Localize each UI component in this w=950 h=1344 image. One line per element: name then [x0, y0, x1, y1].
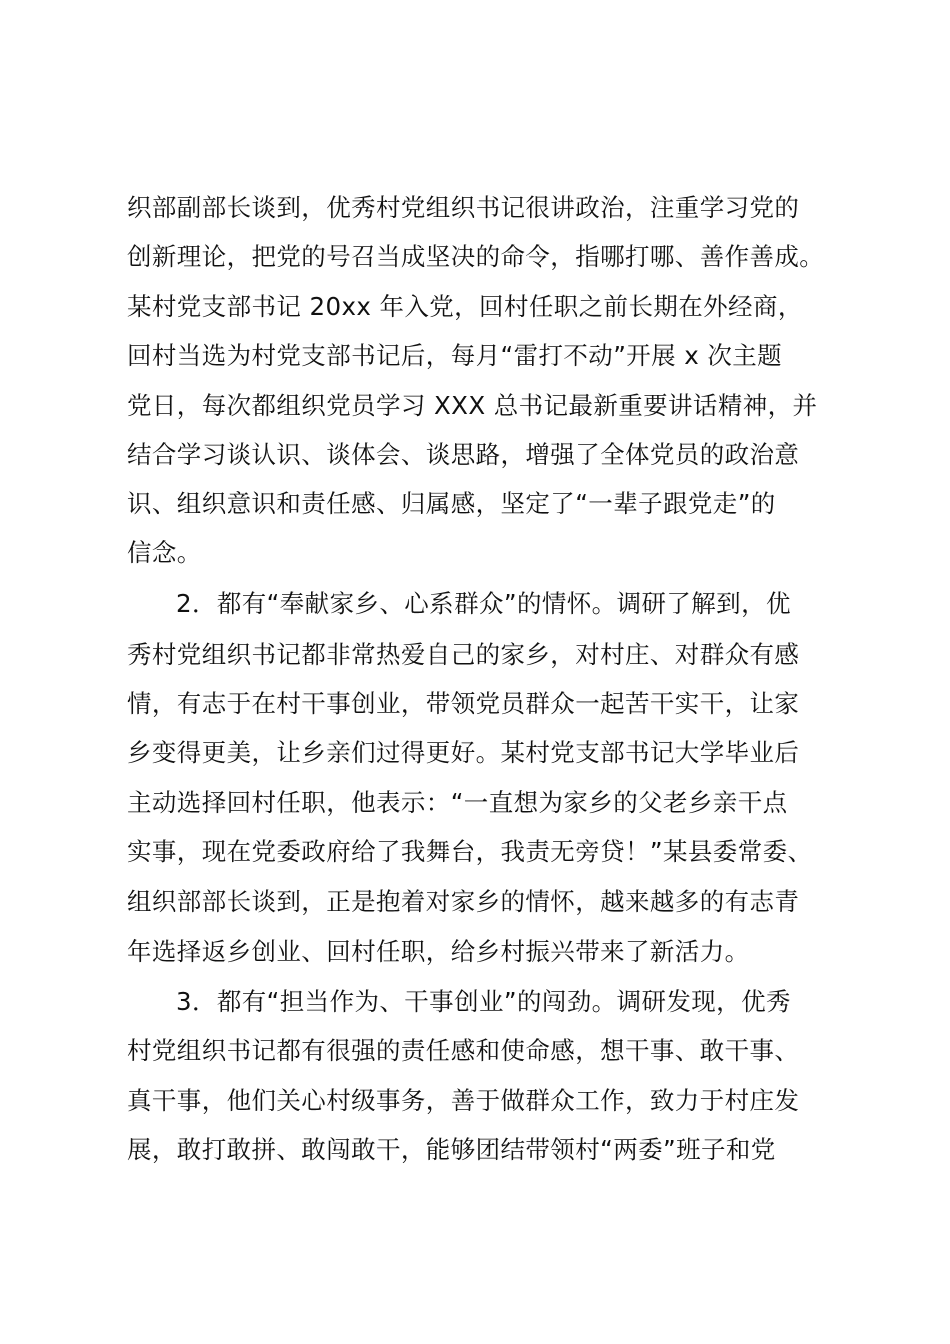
body-text-line: 识、组织意识和责任感、归属感，坚定了“一辈子跟党走”的	[127, 489, 776, 518]
paragraph-2-first-line: 2．都有“奉献家乡、心系群众”的情怀。调研了解到，优	[176, 589, 791, 618]
body-text-line: 组织部部长谈到，正是抱着对家乡的情怀，越来越多的有志青	[127, 887, 800, 916]
body-text-line: 回村当选为村党支部书记后，每月“雷打不动”开展 x 次主题	[127, 341, 783, 370]
body-text-line: 某村党支部书记 20xx 年入党，回村任职之前长期在外经商，	[127, 292, 803, 321]
body-text-line: 乡变得更美，让乡亲们过得更好。某村党支部书记大学毕业后	[127, 738, 800, 767]
paragraph-3-first-line: 3．都有“担当作为、干事创业”的闯劲。调研发现，优秀	[176, 987, 791, 1016]
body-text-line: 织部副部长谈到，优秀村党组织书记很讲政治，注重学习党的	[127, 193, 800, 222]
body-text-line: 党日，每次都组织党员学习 XXX 总书记最新重要讲话精神，并	[127, 391, 818, 420]
body-text-line: 结合学习谈认识、谈体会、谈思路，增强了全体党员的政治意	[127, 440, 800, 469]
body-text-line: 村党组织书记都有很强的责任感和使命感，想干事、敢干事、	[127, 1036, 800, 1065]
body-text-line: 实事，现在党委政府给了我舞台，我责无旁贷！”某县委常委、	[127, 837, 813, 866]
body-text-line: 创新理论，把党的号召当成坚决的命令，指哪打哪、善作善成。	[127, 242, 825, 271]
body-text-line: 展，敢打敢拼、敢闯敢干，能够团结带领村“两委”班子和党	[127, 1135, 776, 1164]
body-text-line: 信念。	[127, 538, 202, 567]
body-text-line: 秀村党组织书记都非常热爱自己的家乡，对村庄、对群众有感	[127, 640, 800, 669]
body-text-line: 情，有志于在村干事创业，带领党员群众一起苦干实干，让家	[127, 689, 800, 718]
body-text-line: 主动选择回村任职，他表示：“一直想为家乡的父老乡亲干点	[127, 788, 788, 817]
body-text-line: 真干事，他们关心村级事务，善于做群众工作，致力于村庄发	[127, 1086, 800, 1115]
body-text-line: 年选择返乡创业、回村任职，给乡村振兴带来了新活力。	[127, 937, 750, 966]
